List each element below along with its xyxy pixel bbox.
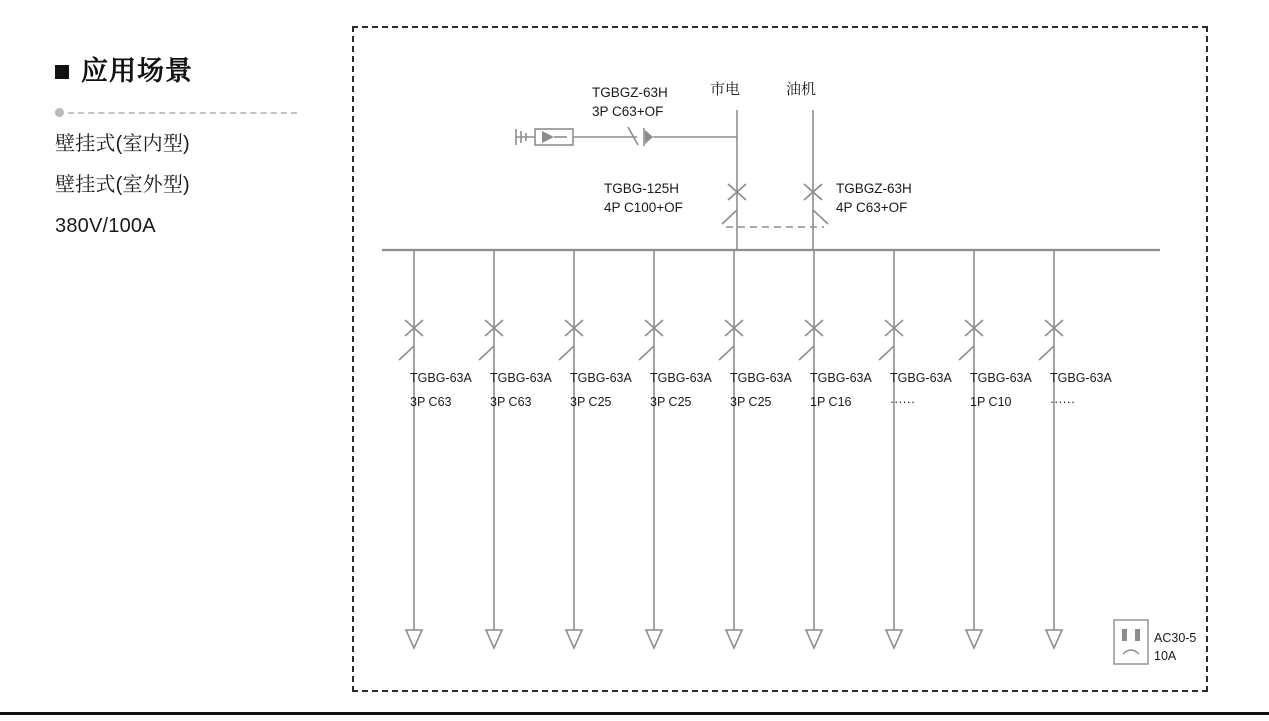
feeder-model-3: TGBG-63A: [570, 371, 632, 385]
feeder-spec-9: ······: [1050, 395, 1075, 409]
feeder-spec-7: ······: [890, 395, 915, 409]
application-scenario-panel: [55, 58, 315, 240]
wiring-diagram: [352, 26, 1208, 692]
feeder-spec-6: 1P C16: [810, 395, 852, 409]
source-label-mains: 市电: [710, 81, 741, 98]
feeder-model-9: TGBG-63A: [1050, 371, 1112, 385]
mains-breaker-model: TGBG-125H: [604, 181, 680, 196]
feeder-spec-3: 3P C25: [570, 395, 612, 409]
mains-breaker-spec: 4P C100+OF: [604, 200, 683, 215]
feeder-spec-5: 3P C25: [730, 395, 772, 409]
scenario-line-1: 壁挂式(室内型): [55, 133, 190, 155]
feeder-spec-2: 3P C63: [490, 395, 532, 409]
divider-dot-icon: [55, 108, 64, 117]
feeder-model-2: TGBG-63A: [490, 371, 552, 385]
gen-breaker-spec: 4P C63+OF: [836, 200, 908, 215]
bullet-square-icon: [55, 65, 69, 79]
page-title: 应用场景: [81, 56, 193, 86]
scenario-line-2: 壁挂式(室外型): [55, 174, 190, 196]
socket-model: AC30-5: [1154, 631, 1197, 645]
bottom-rule: [0, 712, 1269, 715]
feeder-spec-1: 3P C63: [410, 395, 452, 409]
diagram-schematic: [354, 28, 1206, 690]
panel-heading: [55, 58, 315, 85]
socket-rating: 10A: [1154, 649, 1177, 663]
scenario-line-3: 380V/100A: [55, 215, 156, 237]
feeder-model-4: TGBG-63A: [650, 371, 712, 385]
feeder-spec-8: 1P C10: [970, 395, 1012, 409]
feeder-spec-4: 3P C25: [650, 395, 692, 409]
feeder-model-6: TGBG-63A: [810, 371, 872, 385]
gen-breaker-model: TGBGZ-63H: [836, 181, 912, 196]
incomer-spec: 3P C63+OF: [592, 104, 664, 119]
feeder-model-5: TGBG-63A: [730, 371, 792, 385]
feeder-model-1: TGBG-63A: [410, 371, 472, 385]
feeder-model-7: TGBG-63A: [890, 371, 952, 385]
incomer-model: TGBGZ-63H: [592, 85, 668, 100]
divider-line: [68, 112, 297, 114]
feeder-model-8: TGBG-63A: [970, 371, 1032, 385]
source-label-generator: 油机: [786, 81, 817, 98]
divider: [55, 107, 315, 117]
